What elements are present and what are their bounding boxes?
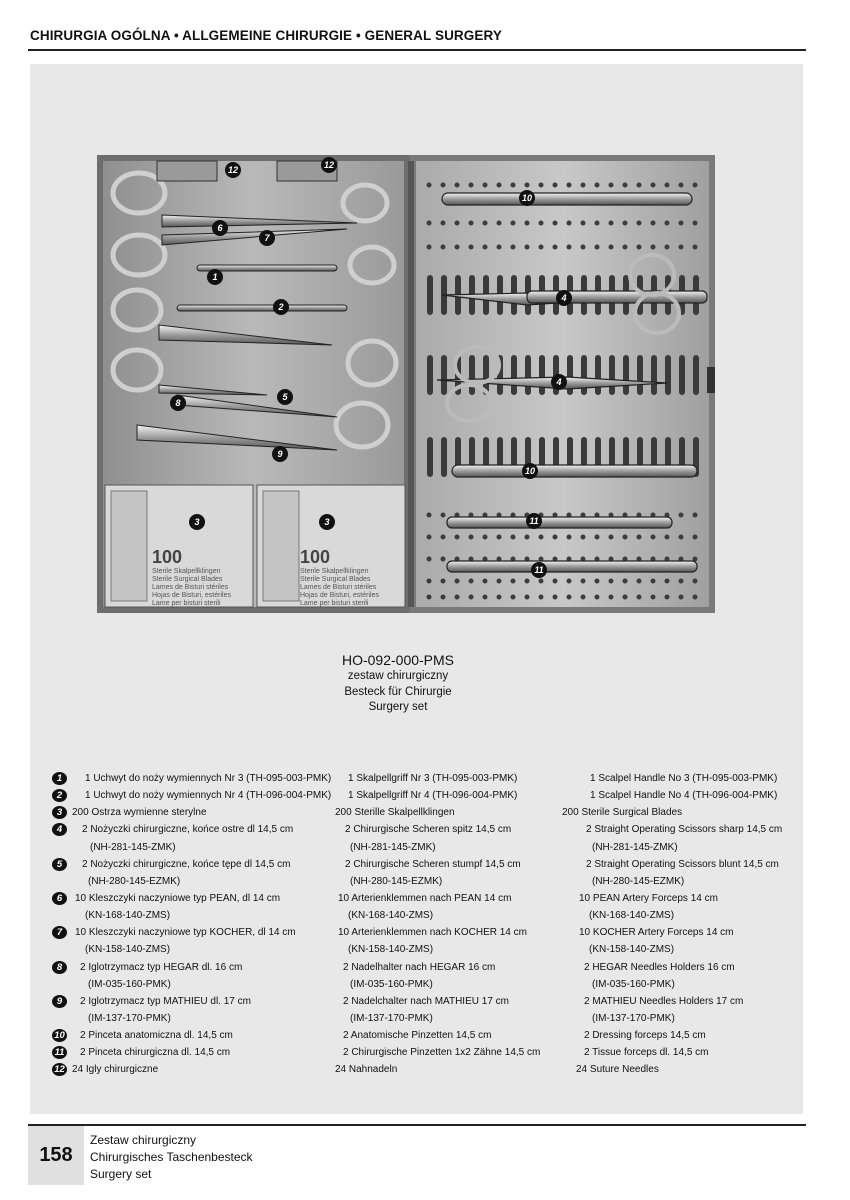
- photo-label-9: [272, 446, 288, 462]
- product-name-pl: zestaw chirurgiczny: [347, 670, 449, 682]
- photo-label-12a: [225, 162, 241, 178]
- blade-box-count-2: 100: [300, 547, 331, 567]
- blade-box-count-1: 100: [152, 547, 183, 567]
- footer-divider: [28, 1124, 806, 1126]
- list-item: [52, 1044, 772, 1061]
- item-text-de: 10 Arterienklemmen nach PEAN 14 cm: [338, 892, 512, 904]
- footer-section-title: [90, 1132, 253, 1183]
- item-number-badge: 10: [52, 1029, 67, 1042]
- item-number-badge: 6: [52, 892, 67, 905]
- photo-label-6: [212, 220, 228, 236]
- item-text-pl: 10 Kleszczyki naczyniowe typ KOCHER, dl 14 cm: [75, 927, 296, 939]
- svg-text:4: 4: [561, 293, 567, 303]
- photo-label-1: [207, 269, 223, 285]
- photo-label-3b: [319, 514, 335, 530]
- item-number-badge: 7: [52, 926, 67, 939]
- item-text-pl: 2 Nożyczki chirurgiczne, końce tępe dl 14,5 cm: [82, 858, 291, 870]
- item-code-de: (IM-137-170-PMK): [350, 1012, 433, 1024]
- photo-label-10b: [522, 463, 538, 479]
- item-text-en: 2 HEGAR Needles Holders 16 cm: [584, 961, 735, 973]
- surgery-set-photo: [97, 155, 715, 613]
- item-text-pl: 1 Uchwyt do noży wymiennych Nr 4 (TH-096-004-PMK): [85, 790, 332, 802]
- product-code: HO-092-000-PMS: [341, 652, 455, 668]
- item-code-de: (KN-158-140-ZMS): [348, 944, 434, 956]
- item-code-de: (IM-035-160-PMK): [350, 978, 433, 990]
- list-item: [52, 856, 779, 873]
- list-item-continued: [52, 1010, 772, 1027]
- item-text-pl: 10 Kleszczyki naczyniowe typ PEAN, dl 14 cm: [75, 892, 281, 904]
- list-item: [52, 890, 772, 907]
- svg-text:10: 10: [521, 193, 533, 203]
- item-number-badge: 12: [52, 1063, 67, 1076]
- contents-list: [52, 770, 783, 1079]
- footer-title-de: Chirurgisches Taschenbesteck: [90, 1150, 253, 1164]
- item-text-de: 24 Nahnadeln: [335, 1064, 398, 1076]
- item-code-pl: (KN-158-140-ZMS): [85, 944, 171, 956]
- svg-text:11: 11: [534, 565, 544, 575]
- blade-box-text-1-4: Hojas de Bisturi, estériles: [152, 592, 231, 599]
- item-code-en: (NH-280-145-EZMK): [592, 875, 685, 887]
- item-code-de: (NH-281-145-ZMK): [350, 841, 436, 853]
- page-number: 158: [28, 1126, 84, 1185]
- item-code-en: (IM-035-160-PMK): [592, 978, 675, 990]
- list-item: [52, 804, 772, 821]
- list-item: [52, 1027, 772, 1044]
- item-text-en: 2 Straight Operating Scissors blunt 14,5 cm: [586, 858, 779, 870]
- item-text-en: 2 Straight Operating Scissors sharp 14,5 cm: [586, 824, 783, 836]
- svg-text:3: 3: [194, 517, 200, 527]
- item-text-en: 1 Scalpel Handle No 4 (TH-096-004-PMK): [590, 790, 778, 802]
- item-text-en: 2 MATHIEU Needles Holders 17 cm: [584, 995, 744, 1007]
- svg-text:8: 8: [175, 398, 181, 408]
- item-text-en: 24 Suture Needles: [576, 1064, 659, 1076]
- footer-title-pl: Zestaw chirurgiczny: [90, 1133, 197, 1147]
- item-code-de: (KN-168-140-ZMS): [348, 910, 434, 922]
- blade-box-text-1-3: Lames de Bisturi stériles: [152, 584, 229, 591]
- product-name-de: Besteck für Chirurgie: [344, 685, 452, 698]
- item-text-pl: 2 Nożyczki chirurgiczne, końce ostre dl 14,5 cm: [82, 824, 294, 836]
- list-item-continued: [52, 873, 772, 890]
- blade-box-text-1-2: Sterile Surgical Blades: [152, 576, 223, 583]
- item-text-de: 10 Arterienklemmen nach KOCHER 14 cm: [338, 927, 527, 939]
- item-text-de: 2 Chirurgische Scheren stumpf 14,5 cm: [345, 858, 521, 870]
- item-code-en: (KN-168-140-ZMS): [589, 910, 675, 922]
- blade-box-text-1-5: Lame per bisturi sterili: [152, 600, 221, 607]
- footer-title-en: Surgery set: [90, 1167, 152, 1181]
- svg-text:5: 5: [282, 392, 288, 402]
- blade-box-text-1-1: Sterile Skalpellklingen: [152, 568, 221, 575]
- item-text-de: 2 Nadelchalter nach MATHIEU 17 cm: [343, 995, 509, 1007]
- blade-box-text-2-5: Lame per bisturi sterili: [300, 600, 369, 607]
- item-number-badge: 5: [52, 858, 67, 871]
- item-text-de: 2 Nadelhalter nach HEGAR 16 cm: [343, 961, 496, 973]
- item-text-en: 1 Scalpel Handle No 3 (TH-095-003-PMK): [590, 773, 778, 784]
- item-code-en: (KN-158-140-ZMS): [589, 944, 675, 956]
- svg-text:1: 1: [212, 272, 218, 282]
- item-text-en: 200 Sterile Surgical Blades: [562, 807, 683, 819]
- svg-text:7: 7: [264, 233, 270, 243]
- list-item: [52, 993, 772, 1010]
- blade-box-text-2-4: Hojas de Bisturi, estériles: [300, 592, 379, 599]
- photo-label-4a: [556, 290, 572, 306]
- item-text-de: 1 Skalpellgriff Nr 3 (TH-095-003-PMK): [348, 773, 518, 784]
- product-caption: [240, 652, 556, 716]
- svg-text:9: 9: [277, 449, 283, 459]
- list-item: [52, 959, 772, 976]
- photo-label-3a: [189, 514, 205, 530]
- list-item-continued: [52, 839, 772, 856]
- item-text-de: 200 Sterille Skalpellklingen: [335, 807, 455, 819]
- list-item: [52, 787, 778, 804]
- list-item: [52, 1061, 772, 1078]
- item-text-en: 10 PEAN Artery Forceps 14 cm: [579, 892, 718, 904]
- photo-label-7: [259, 230, 275, 246]
- item-text-pl: 2 Iglotrzymacz typ MATHIEU dl. 17 cm: [80, 995, 251, 1007]
- photo-label-11a: [526, 513, 542, 529]
- page-header-title: CHIRURGIA OGÓLNA • ALLGEMEINE CHIRURGIE • GENERAL SURGERY: [30, 28, 502, 43]
- svg-text:12: 12: [323, 160, 335, 170]
- photo-label-8: [170, 395, 186, 411]
- item-text-de: 2 Chirurgische Scheren spitz 14,5 cm: [345, 824, 512, 836]
- list-item-continued: [52, 941, 772, 958]
- item-text-pl: 200 Ostrza wymienne sterylne: [72, 807, 207, 819]
- svg-text:11: 11: [529, 516, 539, 526]
- list-item: [52, 924, 772, 941]
- svg-text:2: 2: [278, 302, 284, 312]
- photo-label-2: [273, 299, 289, 315]
- svg-text:10: 10: [524, 466, 536, 476]
- blade-box-text-2-2: Sterile Surgical Blades: [300, 576, 371, 583]
- item-code-pl: (IM-137-170-PMK): [88, 1012, 171, 1024]
- item-number-badge: 1: [52, 772, 67, 785]
- item-text-pl: 2 Pinceta chirurgiczna dl. 14,5 cm: [80, 1047, 231, 1059]
- item-text-pl: 2 Pinceta anatomiczna dl. 14,5 cm: [80, 1030, 233, 1042]
- item-number-badge: 4: [52, 823, 67, 836]
- item-text-de: 2 Anatomische Pinzetten 14,5 cm: [343, 1030, 492, 1042]
- photo-label-12b: [321, 157, 337, 173]
- item-number-badge: 8: [52, 961, 67, 974]
- item-text-en: 10 KOCHER Artery Forceps 14 cm: [579, 927, 734, 939]
- item-text-en: 2 Dressing forceps 14,5 cm: [584, 1030, 706, 1042]
- list-item-continued: [52, 907, 772, 924]
- blade-box-text-2-3: Lames de Bisturi stériles: [300, 584, 377, 591]
- list-item: [52, 821, 783, 838]
- product-name-en: Surgery set: [368, 701, 428, 713]
- item-code-de: (NH-280-145-EZMK): [350, 875, 443, 887]
- item-text-de: 1 Skalpellgriff Nr 4 (TH-096-004-PMK): [348, 790, 518, 802]
- item-code-en: (NH-281-145-ZMK): [592, 841, 678, 853]
- svg-text:12: 12: [227, 165, 239, 175]
- list-item: [52, 770, 778, 787]
- item-number-badge: 2: [52, 789, 67, 802]
- photo-label-4b: [551, 374, 567, 390]
- list-item-continued: [52, 976, 772, 993]
- photo-label-11b: [531, 562, 547, 578]
- item-number-badge: 9: [52, 995, 67, 1008]
- item-text-pl: 1 Uchwyt do noży wymiennych Nr 3 (TH-095-003-PMK): [85, 773, 332, 784]
- item-text-de: 2 Chirurgische Pinzetten 1x2 Zähne 14,5 cm: [343, 1047, 541, 1059]
- header-divider: [28, 49, 806, 51]
- svg-text:4: 4: [556, 377, 562, 387]
- blade-box-text-2-1: Sterile Skalpellklingen: [300, 568, 369, 575]
- svg-text:6: 6: [217, 223, 223, 233]
- item-number-badge: 11: [52, 1046, 67, 1059]
- photo-label-5: [277, 389, 293, 405]
- svg-text:3: 3: [324, 517, 330, 527]
- item-code-en: (IM-137-170-PMK): [592, 1012, 675, 1024]
- item-code-pl: (NH-280-145-EZMK): [88, 875, 181, 887]
- item-text-en: 2 Tissue forceps dl. 14,5 cm: [584, 1047, 709, 1059]
- item-number-badge: 3: [52, 806, 67, 819]
- item-code-pl: (NH-281-145-ZMK): [90, 841, 176, 853]
- item-text-pl: 2 Iglotrzymacz typ HEGAR dl. 16 cm: [80, 961, 243, 973]
- photo-label-10a: [519, 190, 535, 206]
- item-code-pl: (KN-168-140-ZMS): [85, 910, 171, 922]
- item-text-pl: 24 Igly chirurgiczne: [72, 1064, 159, 1076]
- item-code-pl: (IM-035-160-PMK): [88, 978, 171, 990]
